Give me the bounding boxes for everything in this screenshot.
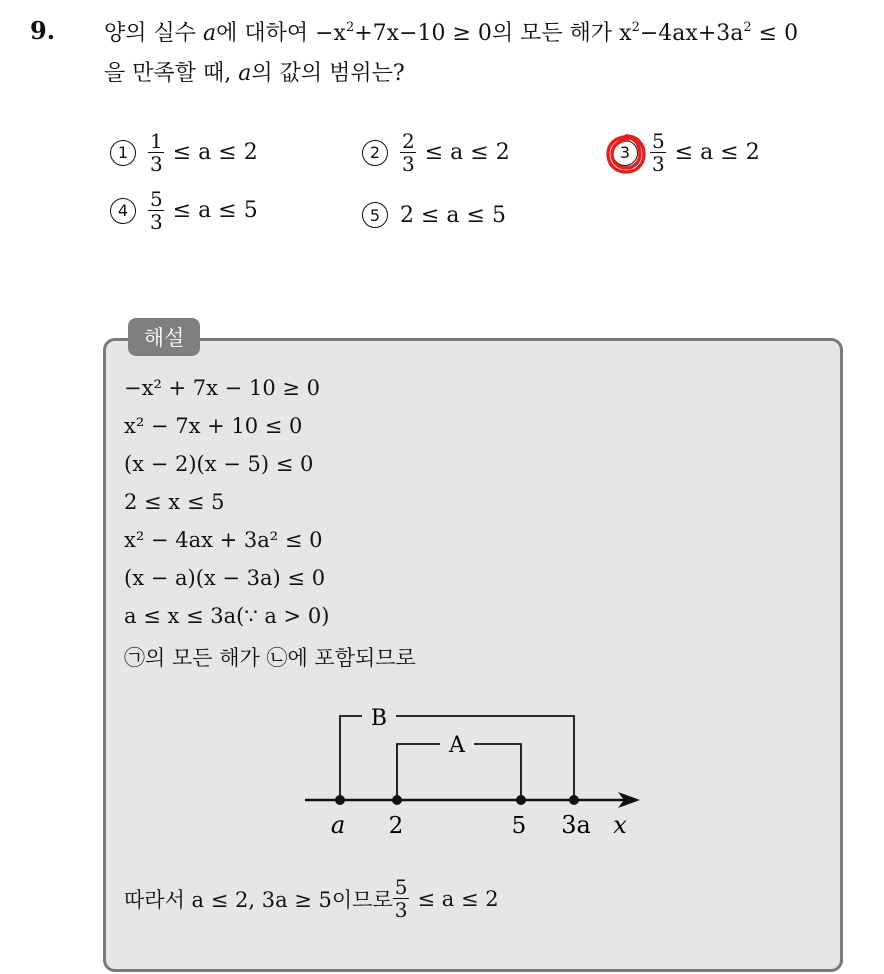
final-text-pre: 따라서 a ≤ 2, 3a ≥ 5이므로 (124, 887, 393, 912)
tick-label-5: 5 (511, 813, 527, 839)
choice-4[interactable] (110, 188, 258, 233)
axis-label-x: x (613, 811, 627, 839)
final-text-post: ≤ a ≤ 2 (417, 886, 499, 911)
solution-line-4: 2 ≤ x ≤ 5 (124, 490, 225, 514)
tick-label-a: a (330, 811, 346, 839)
bracket-a-right (474, 744, 521, 800)
solution-line-1: −x² + 7x − 10 ≥ 0 (124, 376, 320, 400)
choice-1-fraction: $\frac{1}{3}$ (150, 129, 163, 176)
choice-4-text: ≤ a ≤ 5 (172, 198, 258, 223)
choice-5-text: 2 ≤ a ≤ 5 (400, 202, 506, 228)
point-3a (569, 795, 579, 805)
choice-1-mark: 1 (110, 140, 136, 166)
number-line-diagram (300, 700, 650, 850)
question-text-line1: 양의 실수 a에 대하여 $-x^2+7x-10 \ge 0$의 모든 해가 $x^2-4ax+3a^2 \le 0$ (104, 20, 799, 46)
choice-2-fraction: $\frac{2}{3}$ (402, 129, 415, 176)
question-text-line2: 을 만족할 때, a의 값의 범위는? (104, 61, 405, 86)
bracket-b-right (396, 716, 574, 800)
choice-2[interactable] (362, 130, 510, 175)
choice-1-text: ≤ a ≤ 2 (172, 140, 258, 165)
solution-tab: 해설 (128, 318, 200, 356)
solution-line-8: ㉠의 모든 해가 ㉡에 포함되므로 (124, 646, 416, 670)
choice-1[interactable] (110, 130, 258, 175)
answer-circle-icon (604, 132, 648, 176)
choice-2-mark: 2 (362, 140, 388, 166)
question-number: 9. (30, 16, 56, 45)
bracket-b-left (340, 716, 362, 800)
bracket-a-label: A (449, 733, 465, 758)
solution-line-7: a ≤ x ≤ 3a(∵ a > 0) (124, 604, 330, 628)
choice-2-text: ≤ a ≤ 2 (424, 140, 510, 165)
solution-line-6: (x − a)(x − 3a) ≤ 0 (124, 566, 326, 590)
choice-4-fraction: $\frac{5}{3}$ (150, 187, 163, 234)
choice-3-fraction: $\frac{5}{3}$ (652, 129, 665, 176)
choice-5-mark: 5 (362, 202, 388, 228)
final-fraction: $\frac{5}{3}$ (394, 875, 408, 922)
choice-4-mark: 4 (110, 198, 136, 224)
bracket-a-left (397, 744, 440, 800)
choice-5[interactable] (362, 202, 506, 228)
point-a (335, 795, 345, 805)
bracket-b-label: B (370, 706, 388, 731)
solution-line-2: x² − 7x + 10 ≤ 0 (124, 414, 303, 438)
point-2 (392, 795, 402, 805)
solution-line-5: x² − 4ax + 3a² ≤ 0 (124, 528, 323, 552)
choice-3-text: ≤ a ≤ 2 (674, 140, 760, 165)
tick-label-3a: 3a (561, 811, 591, 839)
point-5 (516, 795, 526, 805)
choice-3-mark: 3 (612, 140, 638, 166)
tick-label-2: 2 (388, 813, 404, 839)
solution-line-3: (x − 2)(x − 5) ≤ 0 (124, 452, 314, 476)
solution-final-line (124, 876, 499, 921)
